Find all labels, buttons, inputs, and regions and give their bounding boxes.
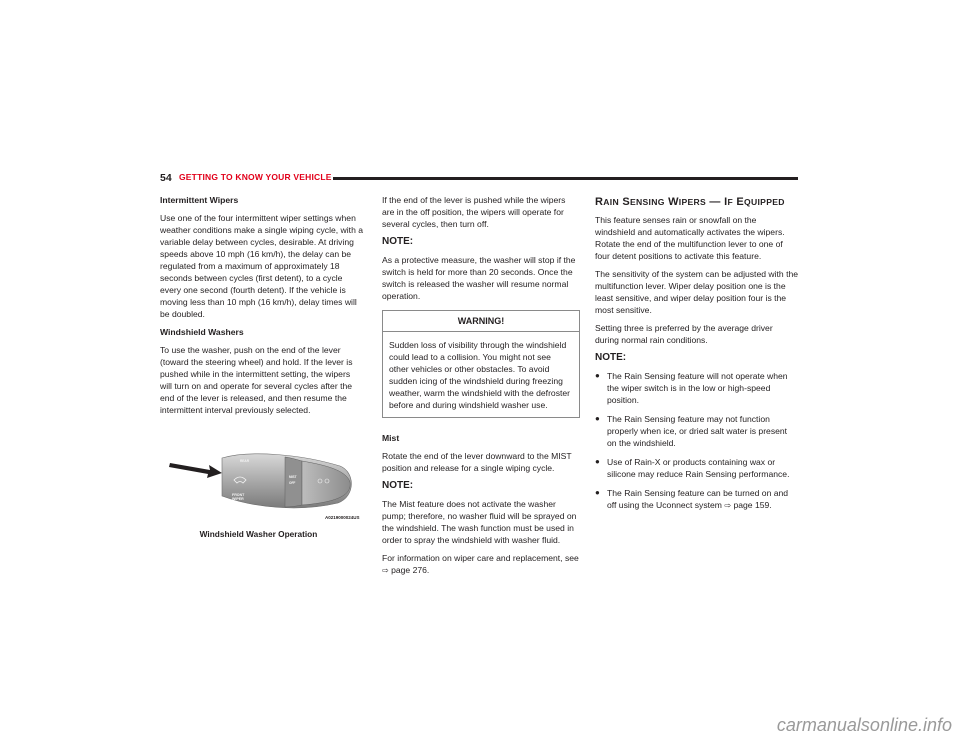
list-item bbox=[595, 456, 798, 480]
bullet-text: The Rain Sensing feature will not operate when the wiper switch is in the low or high-speed position. bbox=[607, 371, 788, 405]
heading-part: R bbox=[595, 196, 604, 208]
heading-part: W bbox=[668, 196, 679, 208]
rain-sensing-p2: The sensitivity of the system can be adjusted with the multifunction lever. Wiper delay position one is the least sensitive, and wiper delay position four is the most sensitive. bbox=[595, 269, 799, 315]
bullet-icon: ● bbox=[595, 414, 600, 423]
heading-part: F bbox=[727, 197, 733, 207]
wiper-label: WIPER bbox=[232, 497, 244, 501]
page-link[interactable]: page 276. bbox=[391, 565, 430, 575]
note-text: The Mist feature does not activate the washer pump; therefore, no washer fluid will be sprayed on the windshield. The wash function must be used in order to spray the windshield with washer fluid. bbox=[382, 499, 577, 545]
intermittent-heading: Intermittent Wipers bbox=[160, 195, 239, 205]
reference-text bbox=[382, 552, 580, 577]
heading-part: — bbox=[709, 196, 721, 208]
warning-text: Sudden loss of visibility through the windshield could lead to a collision. You might not see other vehicles or other obstacles. To avoid sudden icing of the windshield during freezing weather, warm the windshield with the defroster before and during windshield washer use. bbox=[389, 340, 571, 410]
washers-heading: Windshield Washers bbox=[160, 327, 244, 337]
watermark: carmanualsonline.info bbox=[776, 715, 952, 735]
mist-heading: Mist bbox=[382, 433, 400, 443]
list-item bbox=[595, 413, 798, 449]
intro-text: If the end of the lever is pushed while the wipers are in the off position, the wipers will operate for several cycles, then turn off. bbox=[382, 195, 566, 229]
bullet-icon: ● bbox=[595, 371, 600, 380]
intermittent-text: Use one of the four intermittent wiper settings when weather conditions make a single wiping cycle, with a variable delay between cycles, desirable. At driving speeds above 10 mph (16 km/h), the delay can be regulated from a maximum of approximately 18 seconds between cycles (first detent), to a cycle every one second (fourth detent). If the vehicle is moving less than 10 mph (16 km/h), delay times will be doubled. bbox=[160, 213, 364, 319]
off-label: OFF bbox=[289, 481, 296, 485]
note-bullet-list bbox=[595, 370, 798, 512]
pointer-arrow bbox=[169, 463, 222, 478]
heading-part: I bbox=[724, 196, 728, 208]
bullet-icon: ● bbox=[595, 457, 600, 466]
arrow-right-icon: ⇨ bbox=[724, 501, 732, 510]
rear-label: REAR bbox=[240, 459, 250, 463]
bullet-icon: ● bbox=[595, 488, 600, 497]
rain-sensing-p3: Setting three is preferred by the average driver during normal rain conditions. bbox=[595, 323, 773, 345]
note-text: As a protective measure, the washer will stop if the switch is held for more than 20 seconds. Once the switch is released the washer will resume normal operation. bbox=[382, 255, 576, 301]
mist-text: Rotate the end of the lever downward to the MIST position and release for a single wiping cycle. bbox=[382, 451, 572, 473]
figure-caption: Windshield Washer Operation bbox=[199, 529, 318, 539]
note-label: NOTE: bbox=[382, 480, 414, 491]
arrow-right-icon: ⇨ bbox=[382, 566, 389, 575]
bullet-text: Use of Rain-X or products containing wax or silicone may reduce Rain Sensing performance. bbox=[607, 457, 790, 479]
heading-part: S bbox=[622, 196, 630, 208]
heading-part: IPERS bbox=[678, 197, 707, 207]
rain-sensing-p1: This feature senses rain or snowfall on the windshield and automatically activates the wipers. Rotate the end of the multifunction lever to one of four detent positions to activate this feature. bbox=[595, 215, 785, 261]
mist-label: MIST bbox=[289, 475, 297, 479]
reference-lead: For information on wiper care and replacement, see bbox=[382, 553, 579, 563]
page-number: 54 bbox=[160, 172, 172, 184]
list-item bbox=[595, 370, 798, 406]
middle-column bbox=[382, 194, 580, 583]
page-header bbox=[160, 172, 798, 188]
page-link[interactable]: page 159. bbox=[733, 500, 772, 510]
note-label: NOTE: bbox=[595, 352, 627, 363]
wiper-lever-figure bbox=[160, 448, 357, 540]
washers-text: To use the washer, push on the end of the lever (toward the steering wheel) and hold. If the lever is pushed while in the intermittent setting, the wipers will turn on and operate for several cycles after the end of the lever is released, and then resume the intermittent interval previously selected. bbox=[160, 345, 353, 415]
heading-part: AIN bbox=[603, 197, 619, 207]
bullet-text: The Rain Sensing feature can be turned on and off using the Uconnect system bbox=[607, 488, 789, 510]
bullet-text: The Rain Sensing feature may not function properly when ice, or dried salt water is present on the windshield. bbox=[607, 414, 788, 448]
header-rule bbox=[333, 177, 798, 180]
warning-title: WARNING! bbox=[383, 311, 579, 332]
front-label: FRONT bbox=[232, 493, 245, 497]
section-heading bbox=[595, 196, 798, 208]
right-column bbox=[595, 196, 798, 519]
list-item bbox=[595, 487, 798, 512]
note-label: NOTE: bbox=[382, 236, 414, 247]
heading-part: ENSING bbox=[629, 197, 665, 207]
warning-box bbox=[382, 310, 580, 418]
figure-code: A0219000024US bbox=[325, 515, 360, 520]
section-title: GETTING TO KNOW YOUR VEHICLE bbox=[179, 172, 332, 182]
left-column bbox=[160, 194, 363, 422]
heading-part: E bbox=[736, 196, 744, 208]
heading-part: QUIPPED bbox=[744, 197, 785, 207]
